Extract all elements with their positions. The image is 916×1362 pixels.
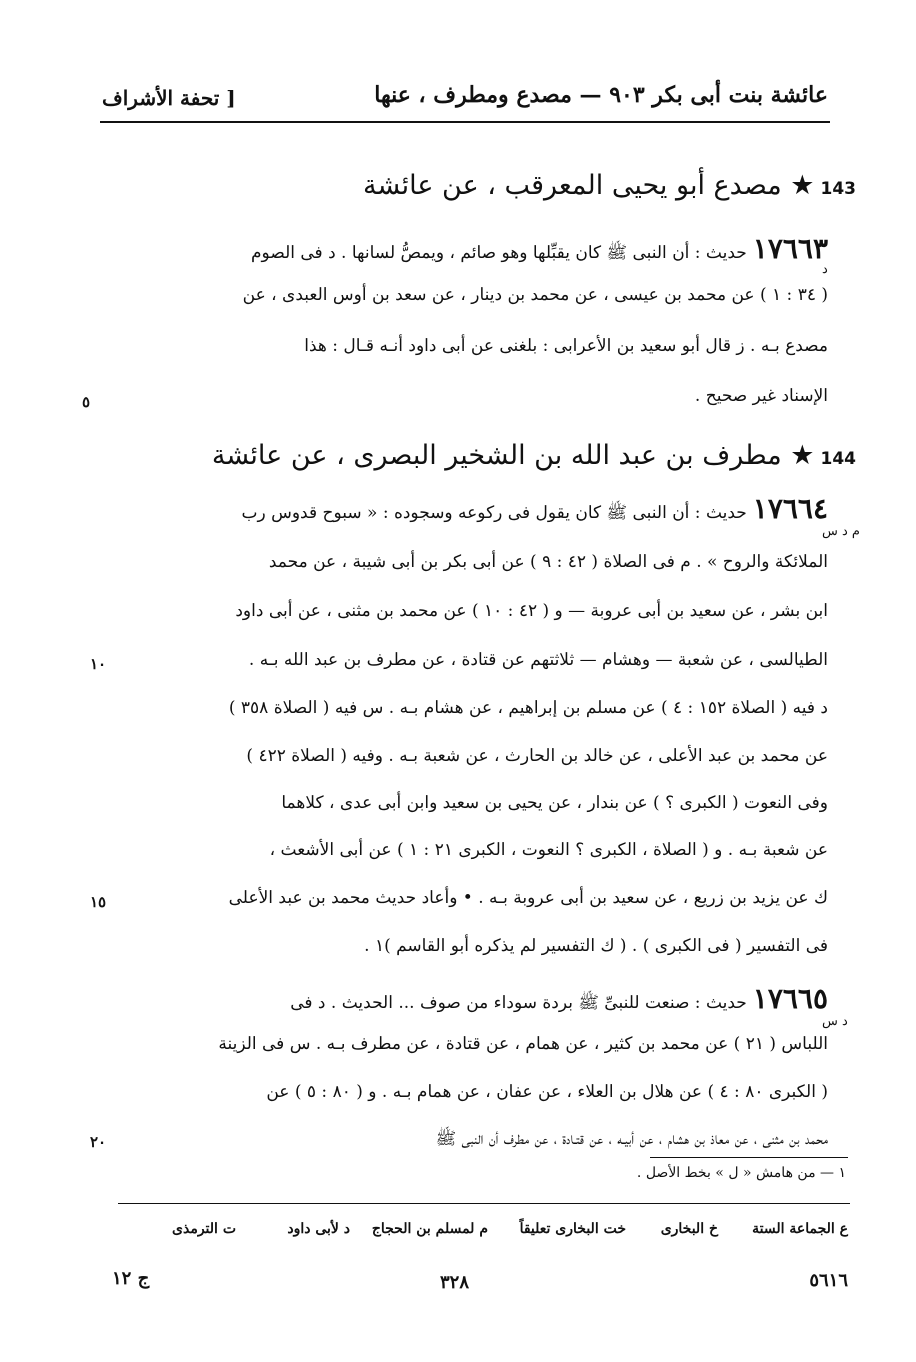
hadith-number: ١٧٦٦٣ xyxy=(752,232,828,265)
hadith-line xyxy=(290,982,828,1017)
hadith-line: الإسناد غير صحيح . xyxy=(694,386,828,406)
margin-siglum: د س xyxy=(822,1014,848,1029)
legend-rule xyxy=(118,1203,850,1204)
hadith-line: الطيالسى ، عن شعبة — وهشام — ثلاثتهم عن قتادة ، عن مطرف بن عبد الله بـه . xyxy=(248,650,828,670)
hadith-text: حديث : أن النبى ﷺ كان يقول فى ركوعه وسجوده : « سبوح قدوس رب xyxy=(241,503,747,523)
hadith-text: حديث : صنعت للنبىِّ ﷺ بردة سوداء من صوف ... الحديث . د فى xyxy=(290,993,747,1013)
section-title: ★ مصدع أبو يحيى المعرقب ، عن عائشة xyxy=(363,170,815,201)
hadith-line xyxy=(251,232,828,267)
abbr-legend-item: خ البخارى xyxy=(660,1221,718,1237)
footnote-rule xyxy=(650,1157,848,1158)
abbr-legend-item: د لأبى داود xyxy=(287,1221,350,1237)
hadith-line: د فيه ( الصلاة ١٥٢ : ٤ ) عن مسلم بن إبراهيم ، عن هشام بـه . س فيه ( الصلاة ٣٥٨ ) xyxy=(228,698,828,718)
abbr-legend-item: خت البخارى تعليقاً xyxy=(519,1221,626,1237)
hadith-line: فى التفسير ( فى الكبرى ) . ( ك التفسير لم يذكره أبو القاسم )١ . xyxy=(364,936,828,956)
hadith-number: ١٧٦٦٤ xyxy=(752,492,828,525)
section-number: 144 xyxy=(820,449,856,469)
hadith-line: الملائكة والروح » . م فى الصلاة ( ٤٢ : ٩ ) عن أبى بكر بن أبى شيبة ، عن محمد xyxy=(268,552,828,572)
margin-siglum: د xyxy=(822,262,828,277)
hadith-line: ( ٣٤ : ١ ) عن محمد بن عيسى ، عن محمد بن دينار ، عن سعد بن أوس العبدى ، عن xyxy=(242,285,828,305)
hadith-number: ١٧٦٦٥ xyxy=(752,982,828,1015)
line-number: ٢٠ xyxy=(90,1133,107,1151)
running-title: عائشة بنت أبى بكر ٩٠٣ — مصدع ومطرف ، عنها xyxy=(374,82,828,108)
section-heading xyxy=(363,170,856,201)
hadith-line: وفى النعوت ( الكبرى ؟ ) عن بندار ، عن يحيى بن سعيد وابن أبى عدى ، كلاهما xyxy=(281,793,828,813)
hadith-line: عن شعبة بـه . و ( الصلاة ، الكبرى ؟ النعوت ، الكبرى ٢١ : ١ ) عن أبى الأشعث ، xyxy=(269,840,828,860)
hadith-line xyxy=(241,492,828,527)
hadith-text: حديث : أن النبى ﷺ كان يقبِّلها وهو صائم ، ويمصُّ لسانها . د فى الصوم xyxy=(251,243,747,263)
hadith-line: عن محمد بن عبد الأعلى ، عن خالد بن الحارث ، عن شعبة بـه . وفيه ( الصلاة ٤٢٢ ) xyxy=(246,746,828,766)
hadith-line: مصدع بـه . ز قال أبو سعيد بن الأعرابى : بلغنى عن أبى داود أنـه قـال : هذا xyxy=(304,336,828,356)
entry-count: ٥٦١٦ xyxy=(809,1270,848,1291)
line-number: ١٥ xyxy=(90,893,107,911)
page-number: ٣٢٨ xyxy=(440,1272,470,1293)
hadith-line: محمد بن مثنى ، عن معاذ بن هشام ، عن أبيـه ، عن قتـادة ، عن مطرف أن النبى ﷺ xyxy=(435,1129,828,1149)
abbr-legend-item: ع الجماعة الستة xyxy=(752,1221,848,1237)
header-rule xyxy=(100,121,830,123)
margin-siglum: م د س xyxy=(822,524,860,539)
line-number: ٥ xyxy=(82,393,91,411)
line-number: ١٠ xyxy=(90,655,107,673)
section-heading xyxy=(212,440,856,471)
abbr-legend-item: م لمسلم بن الحجاج xyxy=(371,1221,488,1237)
footnote: ١ — من هامش « ل » بخط الأصل . xyxy=(636,1165,846,1181)
hadith-line: ابن بشر ، عن سعيد بن أبى عروبة — و ( ٤٢ : ١٠ ) عن محمد بن مثنى ، عن أبى داود xyxy=(235,601,828,621)
volume-number: ج ١٢ xyxy=(112,1268,150,1289)
abbr-legend-item: ت الترمذى xyxy=(172,1221,236,1237)
section-number: 143 xyxy=(820,179,856,199)
hadith-line: ك عن يزيد بن زريع ، عن سعيد بن أبى عروبة بـه . • وأعاد حديث محمد بن عبد الأعلى xyxy=(228,888,828,908)
hadith-line: ( الكبرى ٨٠ : ٤ ) عن هلال بن العلاء ، عن عفان ، عن همام بـه . و ( ٨٠ : ٥ ) عن xyxy=(266,1082,828,1102)
book-title: [ تحفة الأشراف xyxy=(102,86,236,110)
section-title: ★ مطرف بن عبد الله بن الشخير البصرى ، عن عائشة xyxy=(211,440,815,471)
hadith-line: اللباس ( ٢١ ) عن محمد بن كثير ، عن همام ، عن قتادة ، عن مطرف بـه . س فى الزينة xyxy=(218,1034,828,1054)
